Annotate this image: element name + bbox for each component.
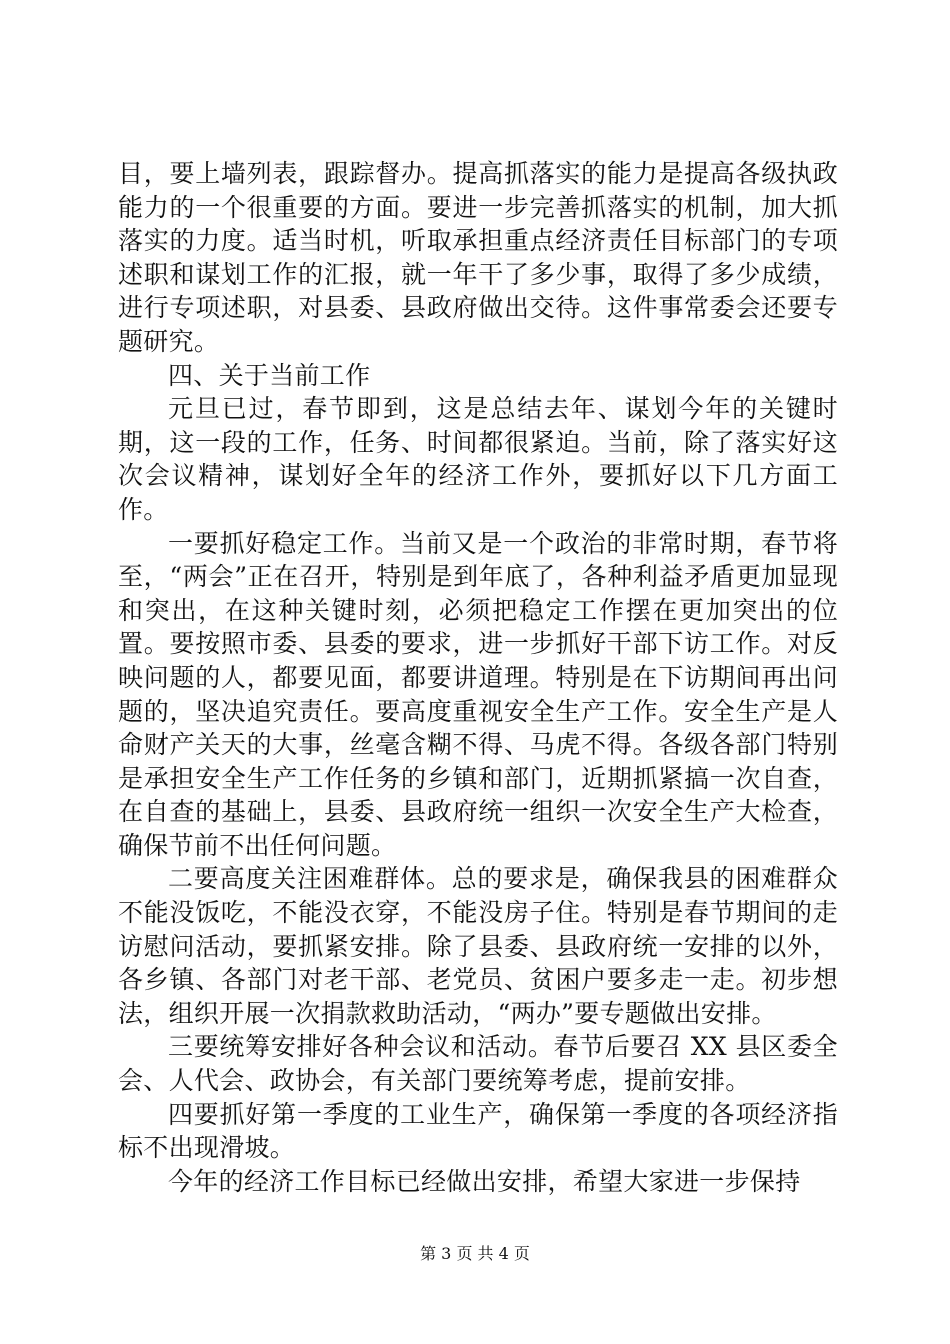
- paragraph-7: 四要抓好第一季度的工业生产，确保第一季度的各项经济指标不出现滑坡。: [118, 1099, 838, 1163]
- paragraph-8: 今年的经济工作目标已经做出安排，希望大家进一步保持: [168, 1166, 801, 1196]
- paragraph-3: 元旦已过，春节即到，这是总结去年、谋划今年的关键时期，这一段的工作，任务、时间都很紧迫。当前，除了落实好这次会议精神，谋划好全年的经济工作外，要抓好以下几方面工作。: [118, 394, 838, 524]
- paragraph-5: 二要高度关注困难群体。总的要求是，确保我县的困难群众不能没饭吃，不能没衣穿，不能没房子住。特别是春节期间的走访慰问活动，要抓紧安排。除了县委、县政府统一安排的以外，各乡镇、各部门对老干部、老党员、贫困户要多走一走。初步想法，组织开展一次捐款救助活动，“两办”要专题做出安排。: [118, 864, 838, 1028]
- paragraph-1: 目，要上墙列表，跟踪督办。提高抓落实的能力是提高各级执政能力的一个很重要的方面。要进一步完善抓落实的机制，加大抓落实的力度。适当时机，听取承担重点经济责任目标部门的专项述职和谋划工作的汇报，就一年干了多少事，取得了多少成绩，进行专项述职，对县委、县政府做出交待。这件事常委会还要专题研究。: [118, 159, 838, 356]
- section-heading: 四、关于当前工作: [168, 360, 371, 390]
- paragraph-6: 三要统筹安排好各种会议和活动。春节后要召 XX 县区委全会、人代会、政协会，有关部门要统筹考虑，提前安排。: [118, 1032, 838, 1096]
- document-body: [118, 157, 838, 1198]
- paragraph-4: 一要抓好稳定工作。当前又是一个政治的非常时期，春节将至，“两会”正在召开，特别是到年底了，各种利益矛盾更加显现和突出，在这种关键时刻，必须把稳定工作摆在更加突出的位置。要按照市委、县委的要求，进一步抓好干部下访工作。对反映问题的人，都要见面，都要讲道理。特别是在下访期间再出问题的，坚决追究责任。要高度重视安全生产工作。安全生产是人命财产关天的大事，丝毫含糊不得、马虎不得。各级各部门特别是承担安全生产工作任务的乡镇和部门，近期抓紧搞一次自查，在自查的基础上，县委、县政府统一组织一次安全生产大检查，确保节前不出任何问题。: [118, 528, 838, 860]
- page-number-footer: 第 3 页 共 4 页: [420, 1244, 530, 1263]
